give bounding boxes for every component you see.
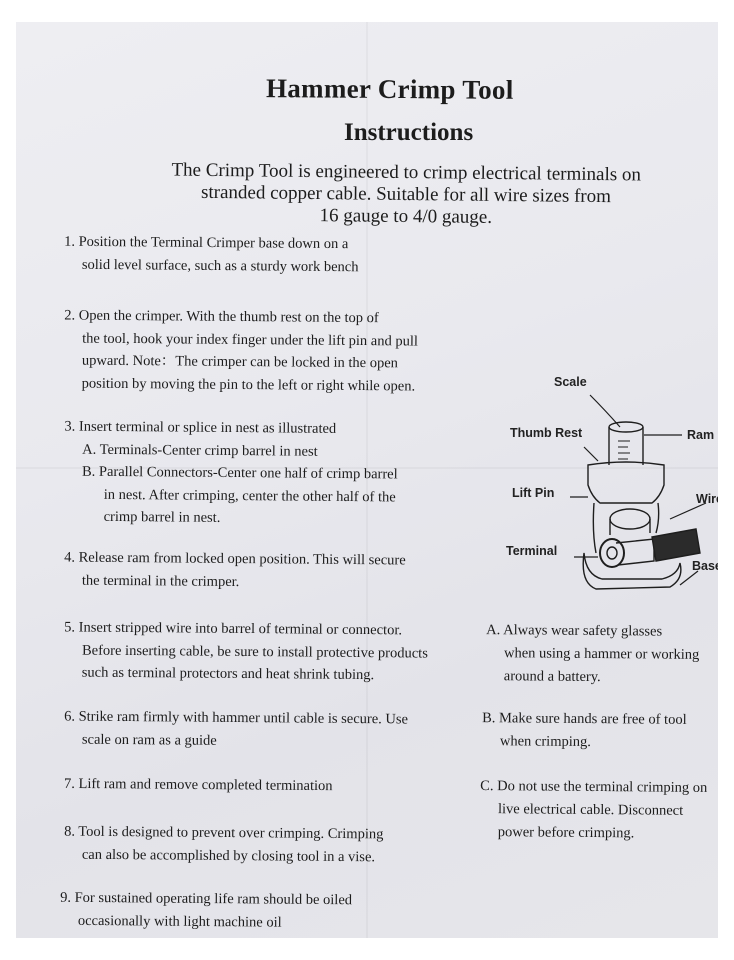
step-2 (64, 304, 419, 397)
intro-paragraph (136, 159, 677, 231)
step-7 (64, 773, 333, 798)
diagram-label-scale: Scale (554, 375, 587, 389)
step-line: 2. Open the crimper. With the thumb rest on the top of (64, 307, 379, 327)
step-line: A. Terminals-Center crimp barrel in nest (82, 441, 318, 460)
safety-line: B. Make sure hands are free of tool (482, 710, 687, 728)
safety-line: live electrical cable. Disconnect (497, 801, 684, 819)
step-line: crimp barrel in nest. (103, 508, 221, 526)
step-line: 9. For sustained operating life ram should be oiled (60, 889, 353, 909)
safety-line: when crimping. (499, 733, 591, 751)
safety-line: around a battery. (503, 668, 601, 686)
safety-line: power before crimping. (497, 824, 635, 842)
step-5 (64, 616, 428, 687)
diagram-label-lift-pin: Lift Pin (512, 486, 555, 500)
step-line: 1. Position the Terminal Crimper base down on a (64, 233, 349, 253)
step-line: occasionally with light machine oil (77, 912, 282, 931)
step-1 (64, 231, 359, 279)
intro-line: The Crimp Tool is engineered to crimp electrical terminals on (171, 159, 642, 186)
step-line: Before inserting cable, be sure to install protective products (81, 642, 428, 662)
step-line: the tool, hook your index finger under the lift pin and pull (82, 330, 419, 350)
safety-note-b (482, 707, 687, 755)
step-line: solid level surface, such as a sturdy work bench (81, 256, 359, 275)
step-line: 5. Insert stripped wire into barrel of terminal or connector. (64, 619, 403, 639)
step-8 (64, 821, 384, 869)
diagram-label-thumb-rest: Thumb Rest (510, 426, 583, 440)
document-title: Hammer Crimp Tool (265, 73, 514, 105)
step-3 (64, 416, 399, 531)
safety-note-c (480, 775, 708, 846)
step-line: B. Parallel Connectors-Center one half of crimp barrel (81, 463, 398, 483)
step-9 (60, 887, 352, 935)
crimp-tool-illustration (570, 395, 706, 589)
step-line: 8. Tool is designed to prevent over crimping. Crimping (64, 823, 384, 843)
diagram-label-ram: Ram (687, 428, 715, 442)
step-line: can also be accomplished by closing tool in a vise. (81, 846, 376, 865)
step-line: in nest. After crimping, center the other half of the (103, 486, 396, 505)
diagram-label-terminal: Terminal (506, 544, 558, 558)
crimp-tool-diagram (484, 357, 723, 617)
safety-line: C. Do not use the terminal crimping on (480, 778, 708, 796)
instruction-sheet (16, 22, 723, 938)
intro-line: 16 gauge to 4/0 gauge. (319, 205, 493, 228)
diagram-label-base: Base (692, 559, 722, 573)
step-line: scale on ram as a guide (81, 731, 217, 749)
safety-note-a (486, 619, 700, 690)
step-line: upward. Note：The crimper can be locked in the open (81, 352, 399, 372)
step-line: 6. Strike ram firmly with hammer until cable is secure. Use (64, 708, 409, 728)
safety-line: when using a hammer or working (503, 645, 700, 663)
safety-line: A. Always wear safety glasses (486, 622, 663, 640)
intro-line: stranded copper cable. Suitable for all wire sizes from (200, 181, 612, 208)
step-line: the terminal in the crimper. (81, 572, 240, 590)
diagram-label-wire: Wire (696, 492, 723, 506)
step-line: position by moving the pin to the left or right while open. (81, 375, 416, 395)
step-line: such as terminal protectors and heat shrink tubing. (81, 664, 375, 684)
step-line: 7. Lift ram and remove completed termination (63, 775, 333, 795)
step-line: 4. Release ram from locked open position. This will secure (64, 549, 406, 569)
document-subtitle: Instructions (344, 119, 474, 146)
step-4 (64, 547, 406, 595)
step-line: 3. Insert terminal or splice in nest as illustrated (64, 418, 337, 437)
step-6 (64, 706, 408, 754)
